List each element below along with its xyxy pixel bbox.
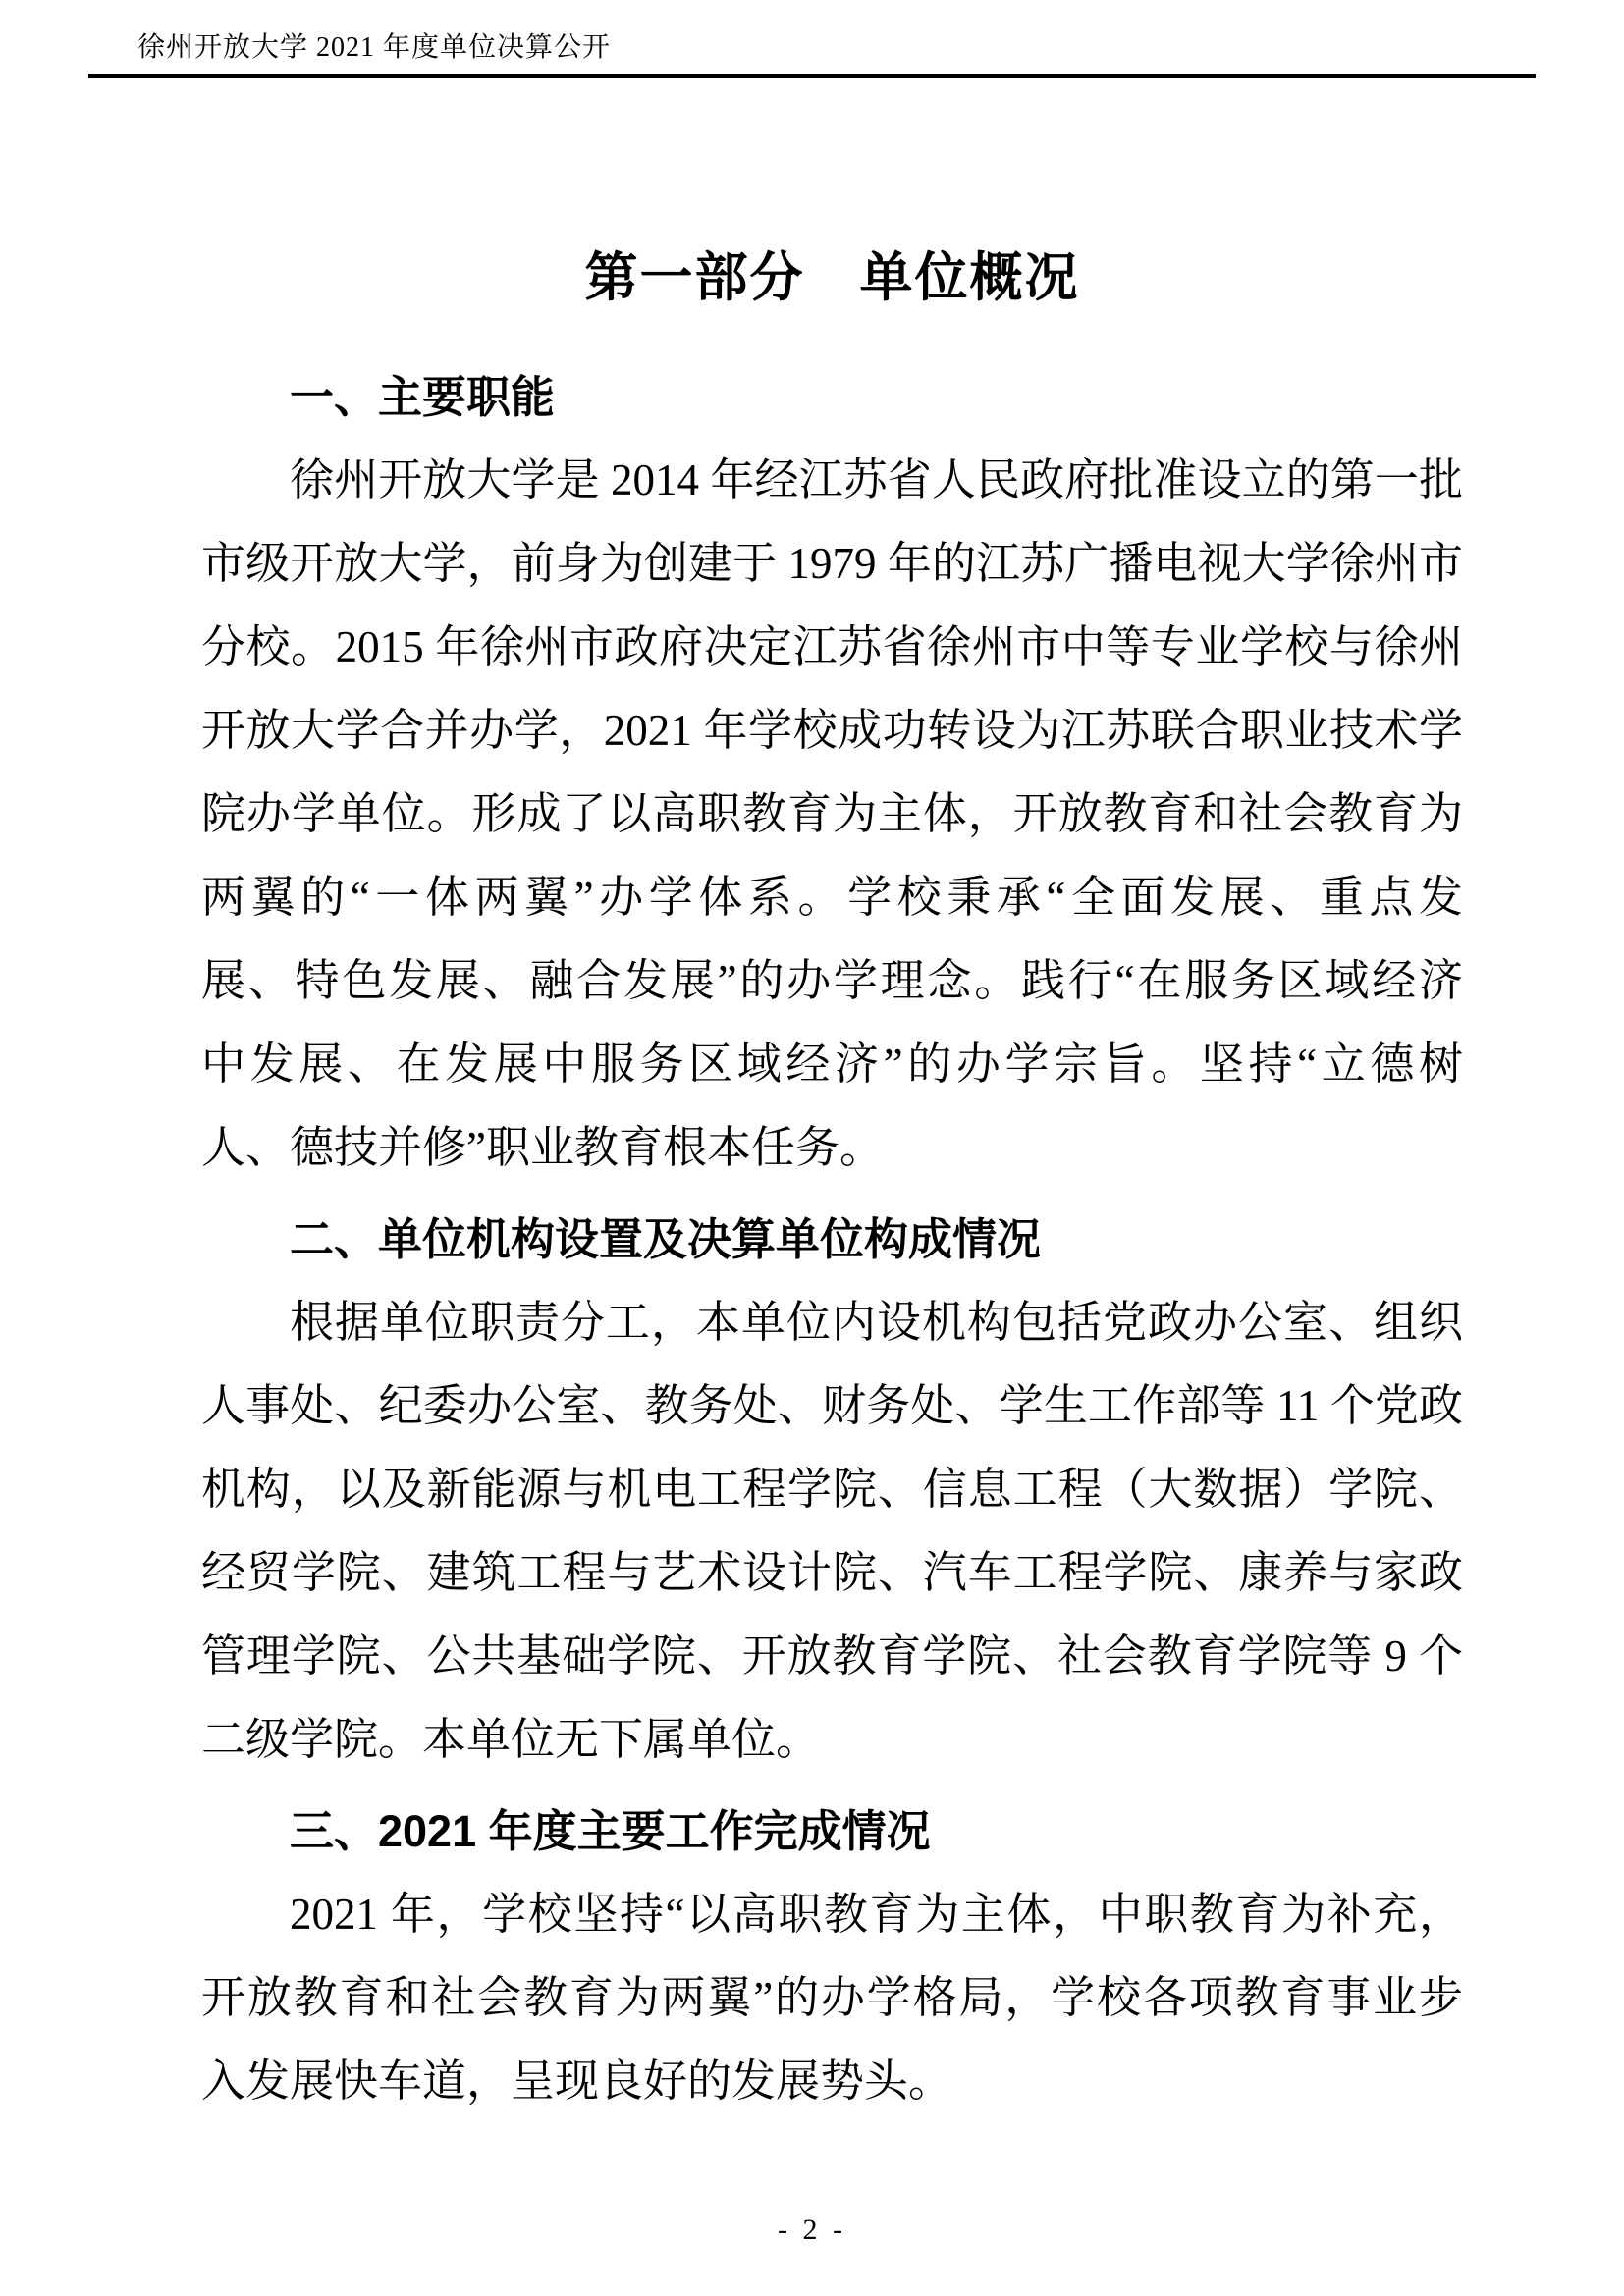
paragraph-line: 开放大学合并办学，2021 年学校成功转设为江苏联合职业技术学 [201, 706, 1463, 755]
paragraph-line: 机构，以及新能源与机电工程学院、信息工程（大数据）学院、 [201, 1465, 1463, 1514]
section-3-heading: 三、2021 年度主要工作完成情况 [290, 1806, 931, 1856]
section-2-heading: 二、单位机构设置及决算单位构成情况 [290, 1214, 1042, 1264]
paragraph-line: 人事处、纪委办公室、教务处、财务处、学生工作部等 11 个党政 [201, 1381, 1463, 1430]
paragraph-line: 展、特色发展、融合发展”的办学理念。践行“在服务区域经济 [201, 956, 1463, 1005]
paragraph-line: 经贸学院、建筑工程与艺术设计院、汽车工程学院、康养与家政 [201, 1548, 1463, 1597]
paragraph-line: 开放教育和社会教育为两翼”的办学格局，学校各项教育事业步 [201, 1973, 1463, 2022]
page-number: - 2 - [778, 2214, 846, 2246]
section-1-heading: 一、主要职能 [290, 372, 556, 422]
paragraph-line: 入发展快车道，呈现良好的发展势头。 [201, 2056, 953, 2106]
paragraph-line: 徐州开放大学是 2014 年经江苏省人民政府批准设立的第一批 [290, 455, 1463, 505]
paragraph-line: 两翼的“一体两翼”办学体系。学校秉承“全面发展、重点发 [201, 873, 1463, 922]
paragraph-line: 市级开放大学，前身为创建于 1979 年的江苏广播电视大学徐州市 [201, 539, 1463, 588]
paragraph-line: 院办学单位。形成了以高职教育为主体，开放教育和社会教育为 [201, 789, 1463, 838]
paragraph-line: 二级学院。本单位无下属单位。 [201, 1715, 821, 1764]
paragraph-line: 中发展、在发展中服务区域经济”的办学宗旨。坚持“立德树 [201, 1040, 1463, 1089]
paragraph-line: 根据单位职责分工，本单位内设机构包括党政办公室、组织 [290, 1298, 1463, 1347]
document-body [201, 0, 1463, 2123]
page-title: 第一部分 单位概况 [584, 248, 1080, 307]
document-header: 徐州开放大学 2021 年度单位决算公开 [137, 32, 612, 63]
paragraph-line: 分校。2015 年徐州市政府决定江苏省徐州市中等专业学校与徐州 [201, 622, 1463, 671]
paragraph-line: 人、德技并修”职业教育根本任务。 [201, 1123, 884, 1172]
paragraph-line: 2021 年，学校坚持“以高职教育为主体，中职教育为补充， [290, 1890, 1463, 1939]
paragraph-line: 管理学院、公共基础学院、开放教育学院、社会教育学院等 9 个 [201, 1631, 1463, 1681]
